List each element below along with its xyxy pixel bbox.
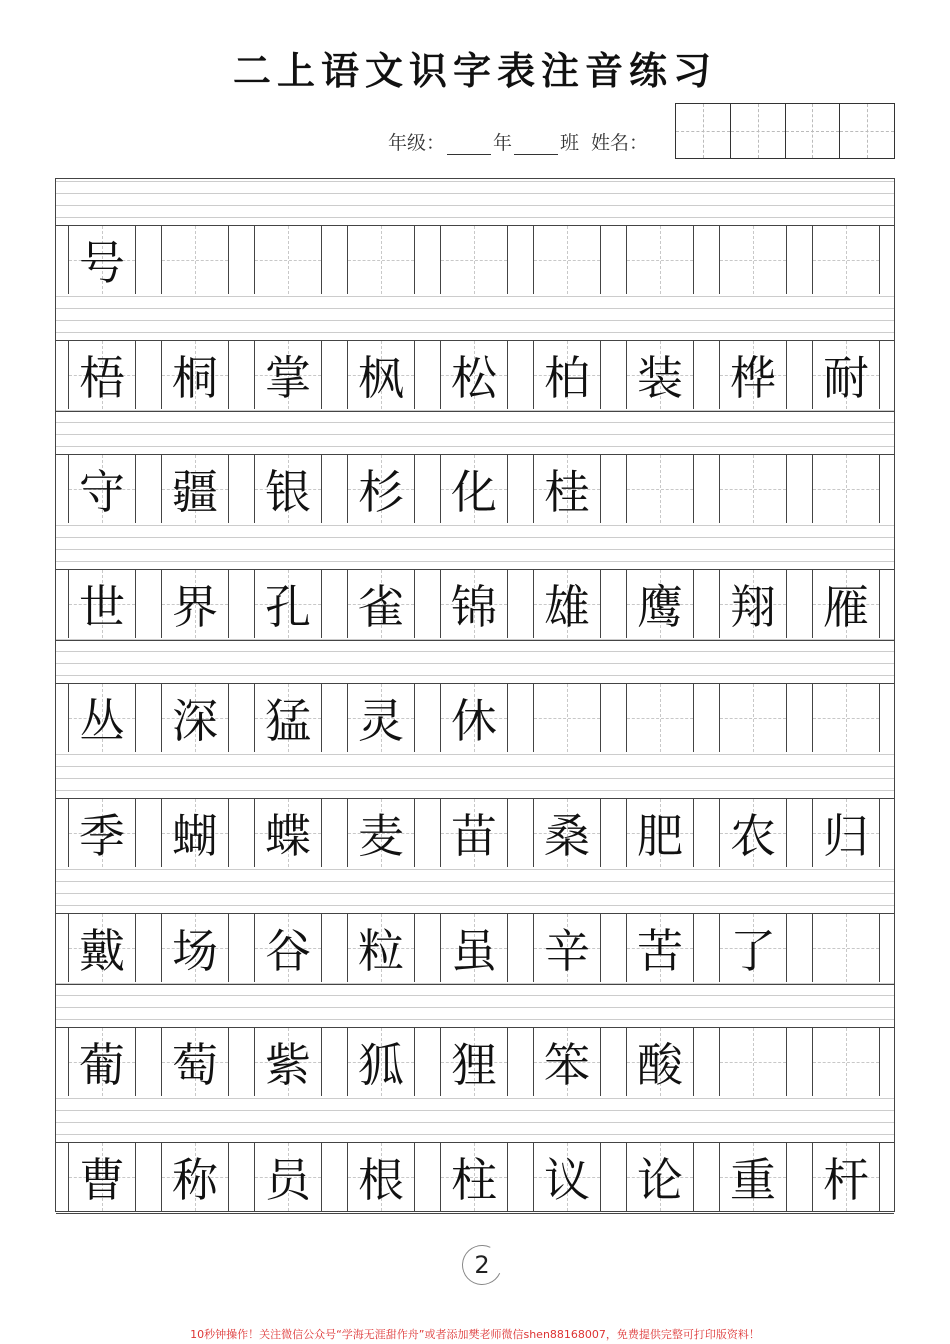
- char-cell[interactable]: [719, 226, 787, 294]
- hanzi-char: [627, 684, 693, 752]
- char-cell[interactable]: [719, 341, 787, 409]
- char-cell[interactable]: [812, 341, 880, 409]
- char-cell[interactable]: [254, 914, 322, 982]
- hanzi-char: 根: [358, 1152, 404, 1207]
- char-cell[interactable]: [161, 570, 229, 638]
- char-cell[interactable]: [347, 684, 415, 752]
- char-cell[interactable]: [440, 341, 508, 409]
- hanzi-char: 耐: [823, 350, 869, 405]
- char-cell[interactable]: [533, 1028, 601, 1096]
- char-cell[interactable]: [161, 341, 229, 409]
- char-cell[interactable]: [68, 1028, 136, 1096]
- char-cell[interactable]: [68, 1143, 136, 1211]
- char-cell[interactable]: [347, 226, 415, 294]
- char-cell[interactable]: [719, 455, 787, 523]
- char-cell[interactable]: [440, 226, 508, 294]
- char-cell[interactable]: [68, 455, 136, 523]
- footer-note: 10秒钟操作！关注微信公众号“学海无涯甜作舟”或者添加樊老师微信shen88168007，免费提供完整可打印版资料！: [190, 1328, 760, 1341]
- char-cell[interactable]: [440, 1143, 508, 1211]
- hanzi-char: [720, 455, 786, 523]
- name-label: 姓名：: [591, 132, 649, 154]
- hanzi-char: 苦: [637, 923, 683, 978]
- hanzi-char: [813, 455, 879, 523]
- char-cell[interactable]: [440, 1028, 508, 1096]
- hanzi-char: 号: [79, 236, 125, 290]
- char-cell[interactable]: [68, 684, 136, 752]
- hanzi-char: 酸: [637, 1038, 683, 1093]
- hanzi-char: 柏: [544, 350, 590, 405]
- year-label: 年: [493, 132, 513, 154]
- hanzi-char: [813, 226, 879, 294]
- pinyin-lines[interactable]: [56, 1098, 894, 1138]
- char-cell[interactable]: [719, 914, 787, 982]
- grade-blank: [447, 136, 491, 155]
- hanzi-char: 翔: [730, 579, 776, 634]
- char-row: [56, 340, 894, 412]
- class-blank: [514, 136, 558, 155]
- hanzi-char: [627, 455, 693, 523]
- hanzi-char: 猛: [265, 694, 311, 749]
- char-row: [56, 1142, 894, 1214]
- hanzi-char: 曹: [79, 1152, 125, 1207]
- char-cell[interactable]: [440, 455, 508, 523]
- char-cell[interactable]: [533, 1143, 601, 1211]
- hanzi-char: 萄: [172, 1038, 218, 1093]
- name-box[interactable]: [676, 104, 731, 158]
- hanzi-char: [441, 226, 507, 294]
- hanzi-char: [720, 684, 786, 752]
- page-number: 2: [458, 1245, 506, 1285]
- hanzi-char: 孔: [265, 579, 311, 634]
- char-cell[interactable]: [533, 684, 601, 752]
- char-cell[interactable]: [347, 914, 415, 982]
- hanzi-char: 世: [79, 579, 125, 634]
- student-info: [388, 128, 648, 155]
- hanzi-char: 桂: [544, 465, 590, 520]
- hanzi-char: [627, 226, 693, 294]
- hanzi-char: 粒: [358, 923, 404, 978]
- char-cell[interactable]: [347, 341, 415, 409]
- char-cell[interactable]: [440, 914, 508, 982]
- hanzi-char: 装: [637, 350, 683, 405]
- char-cell[interactable]: [161, 684, 229, 752]
- hanzi-char: [813, 914, 879, 982]
- hanzi-char: [162, 226, 228, 294]
- hanzi-char: 辛: [544, 923, 590, 978]
- name-box[interactable]: [731, 104, 786, 158]
- hanzi-char: [720, 1028, 786, 1096]
- hanzi-char: 掌: [265, 350, 311, 405]
- char-cell[interactable]: [161, 1028, 229, 1096]
- hanzi-char: 蝶: [265, 809, 311, 863]
- char-cell[interactable]: [719, 1028, 787, 1096]
- char-cell[interactable]: [68, 226, 136, 294]
- hanzi-char: 丛: [79, 694, 125, 749]
- char-cell[interactable]: [161, 914, 229, 982]
- char-cell[interactable]: [347, 570, 415, 638]
- char-cell[interactable]: [254, 799, 322, 867]
- hanzi-char: 枫: [358, 350, 404, 405]
- char-cell[interactable]: [254, 684, 322, 752]
- hanzi-char: 化: [451, 465, 497, 520]
- page-title: 二上语文识字表注音练习: [232, 49, 717, 93]
- hanzi-char: [534, 226, 600, 294]
- char-cell[interactable]: [533, 570, 601, 638]
- hanzi-char: 疆: [172, 465, 218, 520]
- char-cell[interactable]: [68, 799, 136, 867]
- char-cell[interactable]: [812, 455, 880, 523]
- char-cell[interactable]: [812, 799, 880, 867]
- pinyin-lines[interactable]: [56, 983, 894, 1023]
- char-cell[interactable]: [161, 1143, 229, 1211]
- char-cell[interactable]: [812, 226, 880, 294]
- hanzi-char: 苗: [451, 809, 497, 863]
- hanzi-char: [813, 1028, 879, 1096]
- char-cell[interactable]: [812, 684, 880, 752]
- char-cell[interactable]: [347, 1028, 415, 1096]
- hanzi-char: 笨: [544, 1038, 590, 1093]
- grade-label: 年级：: [388, 132, 446, 154]
- hanzi-char: 葡: [79, 1038, 125, 1093]
- name-box[interactable]: [786, 104, 841, 158]
- char-cell[interactable]: [533, 226, 601, 294]
- char-row: [56, 1027, 894, 1099]
- char-cell[interactable]: [347, 455, 415, 523]
- hanzi-char: 虽: [451, 923, 497, 978]
- hanzi-char: 杆: [823, 1152, 869, 1207]
- char-cell[interactable]: [626, 570, 694, 638]
- char-cell[interactable]: [68, 570, 136, 638]
- char-cell[interactable]: [719, 1143, 787, 1211]
- hanzi-char: 雄: [544, 579, 590, 634]
- char-cell[interactable]: [254, 341, 322, 409]
- char-row: [56, 454, 894, 526]
- pinyin-lines[interactable]: [56, 639, 894, 679]
- hanzi-char: 狐: [358, 1038, 404, 1093]
- char-cell[interactable]: [812, 1143, 880, 1211]
- char-cell[interactable]: [254, 455, 322, 523]
- hanzi-char: 守: [79, 465, 125, 520]
- hanzi-char: 归: [823, 809, 869, 863]
- pinyin-lines[interactable]: [56, 410, 894, 450]
- hanzi-char: 休: [451, 694, 497, 749]
- hanzi-char: 雀: [358, 579, 404, 634]
- char-cell[interactable]: [440, 799, 508, 867]
- hanzi-char: 深: [172, 694, 218, 749]
- hanzi-char: 议: [544, 1152, 590, 1207]
- hanzi-char: 场: [172, 923, 218, 978]
- hanzi-char: 论: [637, 1152, 683, 1207]
- hanzi-char: 蝴: [172, 809, 218, 863]
- char-row: [56, 798, 894, 870]
- pinyin-lines[interactable]: [56, 754, 894, 794]
- char-cell[interactable]: [161, 455, 229, 523]
- char-cell[interactable]: [626, 1143, 694, 1211]
- pinyin-lines[interactable]: [56, 525, 894, 565]
- hanzi-char: 了: [730, 923, 776, 978]
- hanzi-char: 肥: [637, 809, 683, 863]
- char-cell[interactable]: [533, 799, 601, 867]
- name-writing-grid: [675, 103, 895, 159]
- hanzi-char: 狸: [451, 1038, 497, 1093]
- hanzi-char: [348, 226, 414, 294]
- char-cell[interactable]: [440, 570, 508, 638]
- char-cell[interactable]: [626, 455, 694, 523]
- pinyin-lines[interactable]: [56, 181, 894, 221]
- char-row: [56, 225, 894, 297]
- char-cell[interactable]: [68, 914, 136, 982]
- hanzi-char: 鹰: [637, 579, 683, 634]
- hanzi-char: [534, 684, 600, 752]
- char-cell[interactable]: [626, 341, 694, 409]
- char-cell[interactable]: [626, 1028, 694, 1096]
- char-row: [56, 683, 894, 755]
- hanzi-char: 雁: [823, 579, 869, 634]
- hanzi-char: [720, 226, 786, 294]
- char-cell[interactable]: [533, 455, 601, 523]
- char-row: [56, 913, 894, 985]
- hanzi-char: 称: [172, 1152, 218, 1207]
- hanzi-char: 桐: [172, 350, 218, 405]
- hanzi-char: 桦: [730, 350, 776, 405]
- hanzi-char: [813, 684, 879, 752]
- hanzi-char: 银: [265, 465, 311, 520]
- name-box[interactable]: [840, 104, 894, 158]
- char-cell[interactable]: [626, 799, 694, 867]
- char-cell[interactable]: [254, 1028, 322, 1096]
- hanzi-char: 谷: [265, 923, 311, 978]
- char-cell[interactable]: [533, 914, 601, 982]
- hanzi-char: 季: [79, 809, 125, 863]
- class-label: 班: [560, 132, 580, 154]
- char-cell[interactable]: [719, 799, 787, 867]
- char-cell[interactable]: [254, 570, 322, 638]
- hanzi-char: [255, 226, 321, 294]
- hanzi-char: 员: [265, 1152, 311, 1207]
- hanzi-char: 重: [730, 1152, 776, 1207]
- pinyin-lines[interactable]: [56, 869, 894, 909]
- hanzi-char: 紫: [265, 1038, 311, 1093]
- char-cell[interactable]: [347, 799, 415, 867]
- char-cell[interactable]: [812, 570, 880, 638]
- hanzi-char: 杉: [358, 465, 404, 520]
- hanzi-char: 戴: [79, 923, 125, 978]
- hanzi-char: 灵: [358, 694, 404, 749]
- char-cell[interactable]: [440, 684, 508, 752]
- char-cell[interactable]: [254, 226, 322, 294]
- char-cell[interactable]: [812, 1028, 880, 1096]
- pinyin-lines[interactable]: [56, 296, 894, 336]
- hanzi-char: 梧: [79, 350, 125, 405]
- char-cell[interactable]: [812, 914, 880, 982]
- char-cell[interactable]: [161, 799, 229, 867]
- hanzi-char: 柱: [451, 1152, 497, 1207]
- hanzi-char: 麦: [358, 809, 404, 863]
- hanzi-char: 农: [730, 809, 776, 863]
- char-row: [56, 569, 894, 641]
- hanzi-char: 桑: [544, 809, 590, 863]
- hanzi-char: 界: [172, 579, 218, 634]
- char-cell[interactable]: [254, 1143, 322, 1211]
- char-cell[interactable]: [347, 1143, 415, 1211]
- hanzi-char: 松: [451, 350, 497, 405]
- char-cell[interactable]: [626, 684, 694, 752]
- char-cell[interactable]: [719, 684, 787, 752]
- char-cell[interactable]: [533, 341, 601, 409]
- hanzi-char: 锦: [451, 579, 497, 634]
- practice-sheet: [55, 178, 895, 1212]
- char-cell[interactable]: [626, 226, 694, 294]
- char-cell[interactable]: [161, 226, 229, 294]
- char-cell[interactable]: [626, 914, 694, 982]
- char-cell[interactable]: [68, 341, 136, 409]
- char-cell[interactable]: [719, 570, 787, 638]
